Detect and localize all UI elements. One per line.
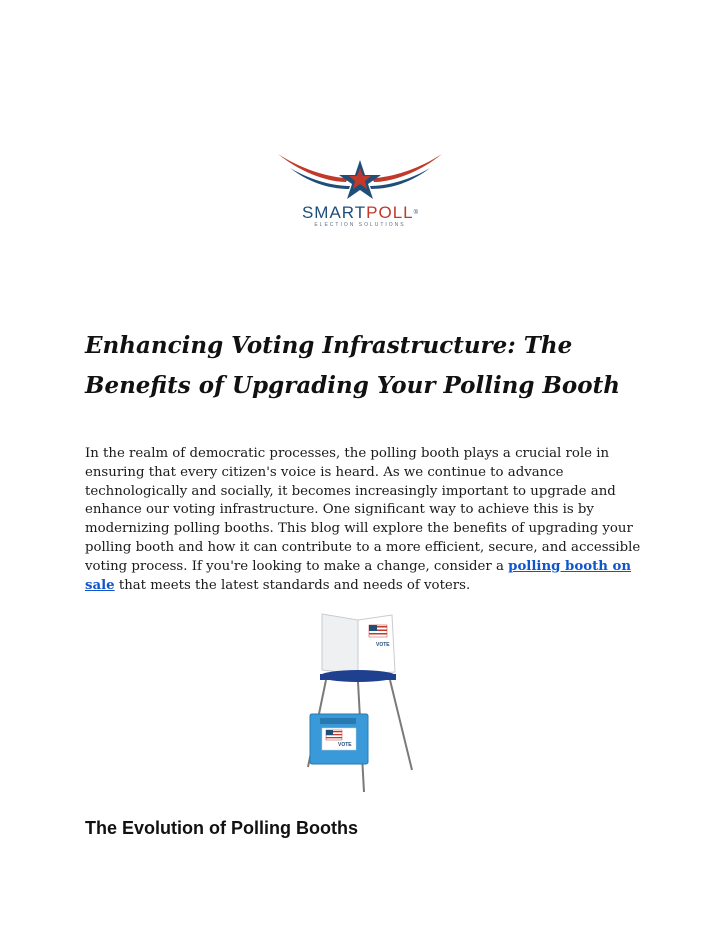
star-swoosh-icon xyxy=(276,148,444,208)
polling-booth-link[interactable]: polling booth on sale xyxy=(85,558,632,593)
case-vote-sign: VOTE xyxy=(338,742,352,748)
polling-booth-image xyxy=(300,612,420,802)
smartpoll-logo xyxy=(276,148,444,230)
case-flag-icon xyxy=(326,730,342,740)
brand-name: SMARTPOLL® xyxy=(301,203,419,222)
intro-text: In the realm of democratic processes, the polling booth plays a crucial role in ensuring that every citizen's voice is heard. As we continue to advance technologically and socially, it becomes increasingly important to upgrade and enhance our voting infrastructure. One significant way to achieve this is by modernizing polling booths. This blog will explore the benefits of upgrading your polling booth and how it can contribute to a more efficient, secure, and accessible voting process. If you're looking to make a change, consider a xyxy=(85,446,641,574)
intro-text-end: that meets the latest standards and needs of voters. xyxy=(114,577,471,593)
brand-tagline: ELECTION SOLUTIONS xyxy=(314,222,406,228)
booth-vote-sign: VOTE xyxy=(376,642,390,648)
article-title: Enhancing Voting Infrastructure: The Benefits of Upgrading Your Polling Booth xyxy=(85,332,620,399)
us-flag-icon xyxy=(369,625,387,637)
intro-paragraph xyxy=(85,445,641,595)
section-heading: The Evolution of Polling Booths xyxy=(85,818,358,838)
